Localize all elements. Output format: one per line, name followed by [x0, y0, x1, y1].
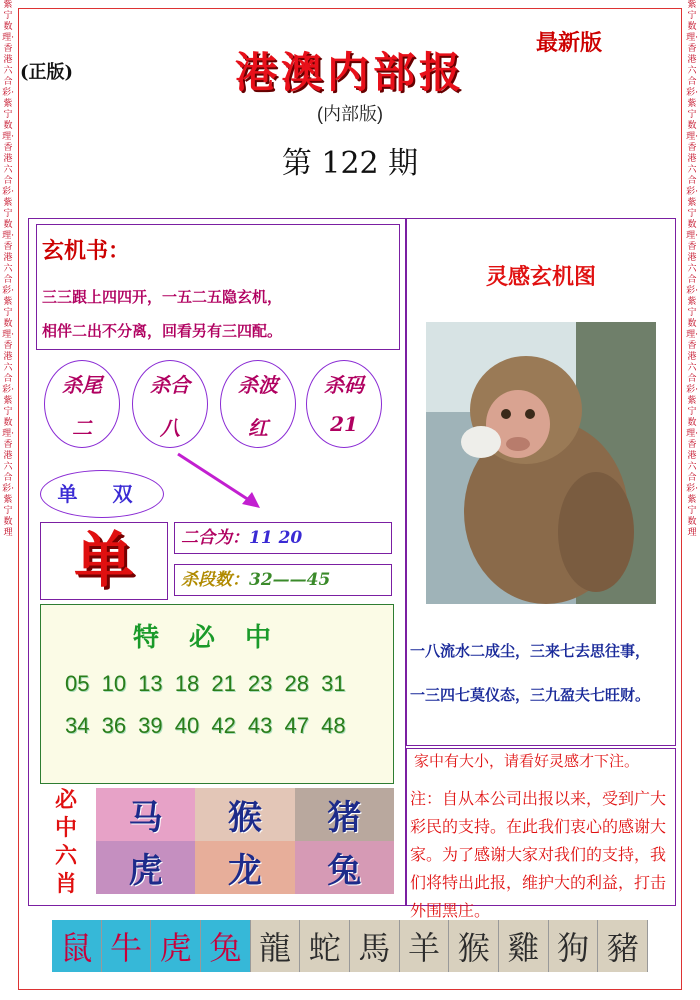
- hint-oval-tail: [44, 360, 120, 448]
- erhe-label: 二合为：: [181, 528, 249, 548]
- zodiac-dragon: 龍: [251, 920, 301, 972]
- monkey-photo-icon: [426, 322, 656, 604]
- hint-value: 红: [248, 416, 268, 440]
- hint-value: 21: [330, 412, 358, 436]
- page-title: 港澳内部报: [234, 48, 465, 97]
- special-title: 特必中: [132, 623, 301, 653]
- zodiac-cell: 猪: [295, 788, 394, 841]
- arrow-icon: [170, 448, 270, 518]
- poem-line-2: 相伴二出不分离，回看另有三四配。: [42, 322, 283, 340]
- zodiac-snake: 蛇: [300, 920, 350, 972]
- six-zodiac-grid: [96, 788, 394, 894]
- zodiac-cell: 龙: [195, 841, 294, 894]
- issue-number: 第 122 期: [281, 146, 419, 181]
- hint-oval-code: [306, 360, 382, 448]
- zodiac-dog: 狗: [549, 920, 599, 972]
- zodiac-rat: 鼠: [52, 920, 102, 972]
- zodiac-goat: 羊: [400, 920, 450, 972]
- right-verse-2: 一三四七莫仪态，三九盈夫七旺财。: [410, 686, 651, 704]
- hint-oval-combine: [132, 360, 208, 448]
- hint-oval-wave: [220, 360, 296, 448]
- zodiac-tiger: 虎: [151, 920, 201, 972]
- zodiac-rabbit: 兔: [201, 920, 251, 972]
- side-strip-right: 紫宁数理·香港六合彩·紫宁数理·香港六合彩·紫宁数理·香港六合彩·紫宁数理·香港六合彩·紫宁数理·香港六合彩·紫宁数理: [686, 0, 698, 538]
- kill-range-box: [174, 564, 392, 596]
- zodiac-pig: 豬: [598, 920, 648, 972]
- hint-label: 杀波: [238, 373, 278, 397]
- page-subtitle: (内部版): [317, 104, 383, 124]
- notice-text: 注：自从本公司出报以来，受到广大彩民的支持。在此我们衷心的感谢大家。为了感谢大家对我们的支持，我们将特出此报，维护大的利益，打击外围黑庄。: [410, 791, 667, 920]
- hint-value: 八: [160, 416, 180, 440]
- right-verse-1: 一八流水二成尘，三来七去思往事，: [410, 642, 651, 660]
- poem-heading: 玄机书：: [42, 238, 131, 264]
- side-strip-left: 紫宁数理·香港六合彩·紫宁数理·香港六合彩·紫宁数理·香港六合彩·紫宁数理·香港六合彩·紫宁数理·香港六合彩·紫宁数理: [2, 0, 14, 538]
- zodiac-cell: 兔: [295, 841, 394, 894]
- zodiac-monkey: 猴: [449, 920, 499, 972]
- poem-line-1: 三三跟上四四开，一五二五隐玄机，: [42, 288, 283, 306]
- bet-note: 家中有大小，请看好灵感才下注。: [414, 753, 640, 770]
- erhe-box: [174, 522, 392, 554]
- zodiac-rooster: 雞: [499, 920, 549, 972]
- zodiac-bar: [52, 920, 648, 972]
- zodiac-cell: 猴: [195, 788, 294, 841]
- hint-label: 杀尾: [62, 373, 102, 397]
- zodiac-horse: 馬: [350, 920, 400, 972]
- number-row-2: 34 36 39 40 42 43 47 48: [65, 713, 346, 738]
- erhe-value: 11 20: [249, 528, 303, 548]
- latest-version-tag: 最新版: [536, 30, 603, 56]
- zodiac-cell: 虎: [96, 841, 195, 894]
- six-zodiac-label: 必中六肖: [54, 787, 77, 897]
- genuine-tag: (正版): [20, 62, 74, 83]
- zodiac-ox: 牛: [102, 920, 152, 972]
- number-row-1: 05 10 13 18 21 23 28 31: [65, 671, 346, 696]
- hint-label: 杀码: [324, 373, 364, 397]
- kill-range-label: 杀段数：: [181, 570, 249, 590]
- special-must-win-box: [40, 604, 394, 784]
- single-result: 单: [40, 522, 168, 600]
- inspiration-heading: 灵感玄机图: [485, 264, 596, 290]
- single-double-oval: 单 双: [40, 470, 164, 518]
- hint-value: 二: [72, 416, 92, 440]
- zodiac-cell: 马: [96, 788, 195, 841]
- hint-label: 杀合: [150, 373, 190, 397]
- kill-range-value: 32——45: [249, 570, 331, 590]
